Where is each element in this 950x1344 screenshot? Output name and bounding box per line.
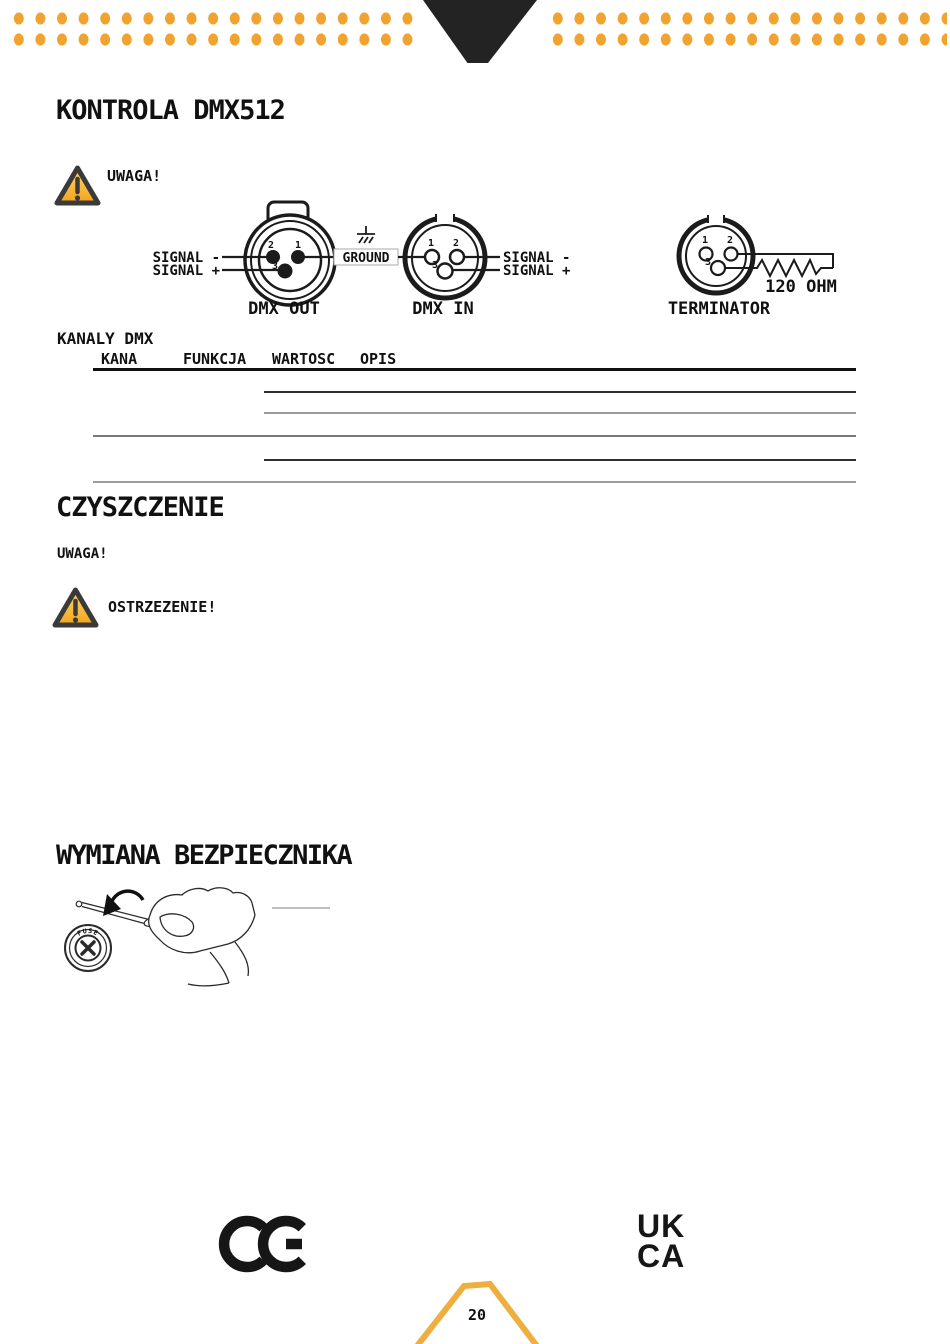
section-title-cleaning: CZYSZCZENIE (56, 492, 224, 523)
fuse-replacement-illustration (40, 878, 360, 998)
dmx-in-label: DMX IN (412, 299, 474, 319)
resistor-value-label: 120 OHM (765, 277, 837, 297)
warning-label: UWAGA! (107, 167, 162, 185)
table-row-rule (264, 391, 856, 393)
table-header-rule (93, 368, 856, 371)
dmx-out-label: DMX OUT (248, 299, 320, 319)
svg-text:3: 3 (272, 261, 279, 272)
dmx-connector-diagram (0, 195, 950, 325)
col-header-channel: KANA (101, 350, 138, 368)
table-row-rule (93, 435, 856, 437)
terminator-label: TERMINATOR (667, 299, 771, 319)
svg-text:3: 3 (432, 260, 439, 271)
svg-text:1: 1 (295, 240, 302, 251)
dmx-out-connector (222, 202, 335, 305)
col-header-value: WARTOSC (272, 350, 336, 368)
section-title-fuse: WYMIANA BEZPIECZNIKA (56, 840, 352, 871)
ukca-line1: UK (637, 1208, 686, 1244)
col-header-function: FUNKCJA (183, 350, 247, 368)
signal-minus-right-label: SIGNAL - (503, 250, 571, 266)
dmx-in-connector (398, 213, 500, 298)
dot-pattern-left (8, 8, 419, 50)
fuse-cap-text: FUSE (75, 926, 101, 938)
page-number: 20 (467, 1306, 487, 1324)
svg-text:1: 1 (428, 238, 435, 249)
warning-triangle-icon (52, 586, 99, 629)
col-header-description: OPIS (360, 350, 397, 368)
svg-text:1: 1 (702, 235, 709, 246)
svg-text:2: 2 (727, 235, 734, 246)
ground-symbol-icon (357, 226, 375, 243)
section-title-dmx: KONTROLA DMX512 (56, 95, 285, 126)
table-row-rule (93, 481, 856, 483)
signal-plus-left-label: SIGNAL + (152, 263, 220, 279)
dot-pattern-right (547, 8, 947, 50)
ground-label: GROUND (342, 251, 390, 266)
signal-minus-left-label: SIGNAL - (152, 250, 220, 266)
ukca-line2: CA (637, 1238, 686, 1274)
svg-text:3: 3 (705, 257, 712, 268)
table-row-rule (264, 459, 856, 461)
ukca-mark (637, 1208, 686, 1274)
hand (149, 888, 255, 986)
cleaning-note-label: UWAGA! (57, 546, 108, 562)
header-banner-shape (423, 0, 537, 63)
signal-plus-right-label: SIGNAL + (503, 263, 571, 279)
svg-text:2: 2 (453, 238, 460, 249)
svg-text:2: 2 (268, 240, 275, 251)
rotation-arrow-icon (103, 891, 143, 916)
terminator-connector (679, 214, 837, 297)
fuse-holder (65, 925, 111, 971)
ce-mark-icon (215, 1210, 315, 1280)
caution-label: OSTRZEZENIE! (108, 598, 217, 616)
table-row-rule (264, 412, 856, 414)
dmx-channels-title: KANALY DMX (57, 329, 154, 348)
